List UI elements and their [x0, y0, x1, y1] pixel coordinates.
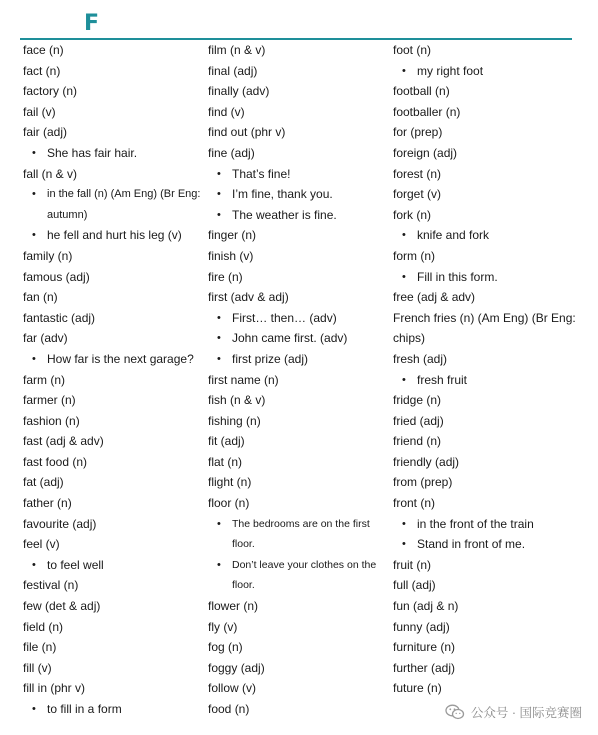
word-entry: fantastic (adj) — [23, 310, 96, 325]
word-entry: final (adj) — [208, 63, 258, 78]
word-entry: finally (adv) — [208, 84, 270, 99]
example-sentence: • John came first. (adv) — [208, 328, 386, 349]
word-entry: free (adj & adv) — [393, 290, 476, 305]
word-entry: fail (v) — [23, 104, 56, 119]
word-entry: fridge (n) — [393, 393, 442, 408]
word-entry: fresh (adj) — [393, 351, 448, 366]
example-sentence: • Stand in front of me. — [393, 534, 577, 555]
example-sentence: • in the front of the train — [393, 514, 577, 535]
word-entry: flower (n) — [208, 599, 259, 614]
example-sentence: • my right foot — [393, 61, 577, 82]
word-entry: fashion (n) — [23, 413, 80, 428]
word-entry: fishing (n) — [208, 413, 261, 428]
word-entry: fly (v) — [208, 619, 238, 634]
word-entry: funny (adj) — [393, 619, 450, 634]
word-entry: file (n) — [23, 640, 57, 655]
word-entry: fair (adj) — [23, 125, 68, 140]
word-entry: face (n) — [23, 43, 64, 57]
word-entry: form (n) — [393, 248, 435, 263]
word-entry: friendly (adj) — [393, 454, 460, 469]
word-entry: find out (phr v) — [208, 125, 286, 140]
word-entry: famous (adj) — [23, 269, 90, 284]
example-sentence: • to fill in a form — [23, 699, 207, 720]
word-entry: front (n) — [393, 496, 436, 511]
word-entry: first name (n) — [208, 372, 279, 387]
word-entry: follow (v) — [208, 681, 257, 696]
word-entry: for (prep) — [393, 125, 443, 140]
word-entry: fat (adj) — [23, 475, 64, 490]
example-sentence: • in the fall (n) (Am Eng) (Br Eng: autumn) — [23, 184, 207, 225]
word-entry: far (adv) — [23, 331, 68, 346]
word-entry: French fries (n) (Am Eng) (Br Eng: chips) — [393, 310, 576, 346]
word-entry: fast food (n) — [23, 454, 88, 469]
word-entry: fill in (phr v) — [23, 681, 86, 696]
word-entry: forest (n) — [393, 166, 442, 181]
word-entry: feel (v) — [23, 537, 60, 552]
word-entry: fact (n) — [23, 63, 61, 78]
word-entry: flight (n) — [208, 475, 252, 490]
word-column-3 — [393, 40, 577, 699]
example-sentence: • How far is the next garage? — [23, 349, 207, 370]
word-entry: first (adv & adj) — [208, 290, 289, 305]
word-entry: from (prep) — [393, 475, 453, 490]
word-entry: fit (adj) — [208, 434, 245, 449]
word-entry: football (n) — [393, 84, 450, 99]
word-entry: foggy (adj) — [208, 660, 265, 675]
word-entry: farmer (n) — [23, 393, 76, 408]
word-entry: film (n & v) — [208, 43, 266, 57]
example-sentence: • Don’t leave your clothes on the floor. — [208, 555, 386, 596]
example-sentence: • first prize (adj) — [208, 349, 386, 370]
word-entry: find (v) — [208, 104, 245, 119]
word-entry: father (n) — [23, 496, 72, 511]
word-entry: food (n) — [208, 702, 250, 716]
example-sentence: • I’m fine, thank you. — [208, 184, 386, 205]
word-entry: fruit (n) — [393, 557, 432, 572]
word-entry: friend (n) — [393, 434, 442, 449]
word-entry: floor (n) — [208, 496, 250, 511]
word-entry: fun (adj & n) — [393, 599, 459, 614]
word-entry: fall (n & v) — [23, 166, 78, 181]
example-sentence: • fresh fruit — [393, 370, 577, 391]
word-entry: fast (adj & adv) — [23, 434, 104, 449]
word-entry: finish (v) — [208, 248, 254, 263]
wechat-icon — [445, 704, 465, 720]
word-entry: foreign (adj) — [393, 145, 458, 160]
word-entry: furniture (n) — [393, 640, 456, 655]
word-entry: fried (adj) — [393, 413, 444, 428]
word-entry: fire (n) — [208, 269, 243, 284]
example-sentence: • knife and fork — [393, 225, 577, 246]
word-entry: fork (n) — [393, 207, 432, 222]
example-sentence: • That’s fine! — [208, 164, 386, 185]
example-sentence: • Fill in this form. — [393, 267, 577, 288]
watermark — [445, 703, 582, 721]
word-entry: footballer (n) — [393, 104, 461, 119]
example-sentence: • to feel well — [23, 555, 207, 576]
word-entry: factory (n) — [23, 84, 78, 99]
word-entry: future (n) — [393, 681, 442, 696]
word-entry: few (det & adj) — [23, 599, 101, 614]
word-column-1 — [23, 40, 207, 720]
word-entry: further (adj) — [393, 660, 456, 675]
word-entry: fill (v) — [23, 660, 52, 675]
section-letter: F — [84, 11, 100, 36]
word-column-2 — [208, 40, 386, 720]
word-entry: full (adj) — [393, 578, 436, 593]
word-entry: festival (n) — [23, 578, 79, 593]
word-entry: flat (n) — [208, 454, 243, 469]
example-sentence: • First… then… (adv) — [208, 308, 386, 329]
example-sentence: • The bedrooms are on the first floor. — [208, 514, 386, 555]
word-entry: farm (n) — [23, 372, 65, 387]
word-entry: family (n) — [23, 248, 73, 263]
example-sentence: • he fell and hurt his leg (v) — [23, 225, 207, 246]
word-entry: field (n) — [23, 619, 64, 634]
word-entry: fan (n) — [23, 290, 58, 305]
example-sentence: • The weather is fine. — [208, 205, 386, 226]
word-entry: favourite (adj) — [23, 516, 97, 531]
word-entry: fine (adj) — [208, 145, 255, 160]
word-entry: fog (n) — [208, 640, 243, 655]
watermark-text: 公众号 · 国际竞赛圈 — [470, 706, 582, 720]
word-entry: forget (v) — [393, 187, 442, 202]
word-entry: foot (n) — [393, 43, 432, 57]
word-entry: finger (n) — [208, 228, 257, 243]
word-entry: fish (n & v) — [208, 393, 266, 408]
example-sentence: • She has fair hair. — [23, 143, 207, 164]
